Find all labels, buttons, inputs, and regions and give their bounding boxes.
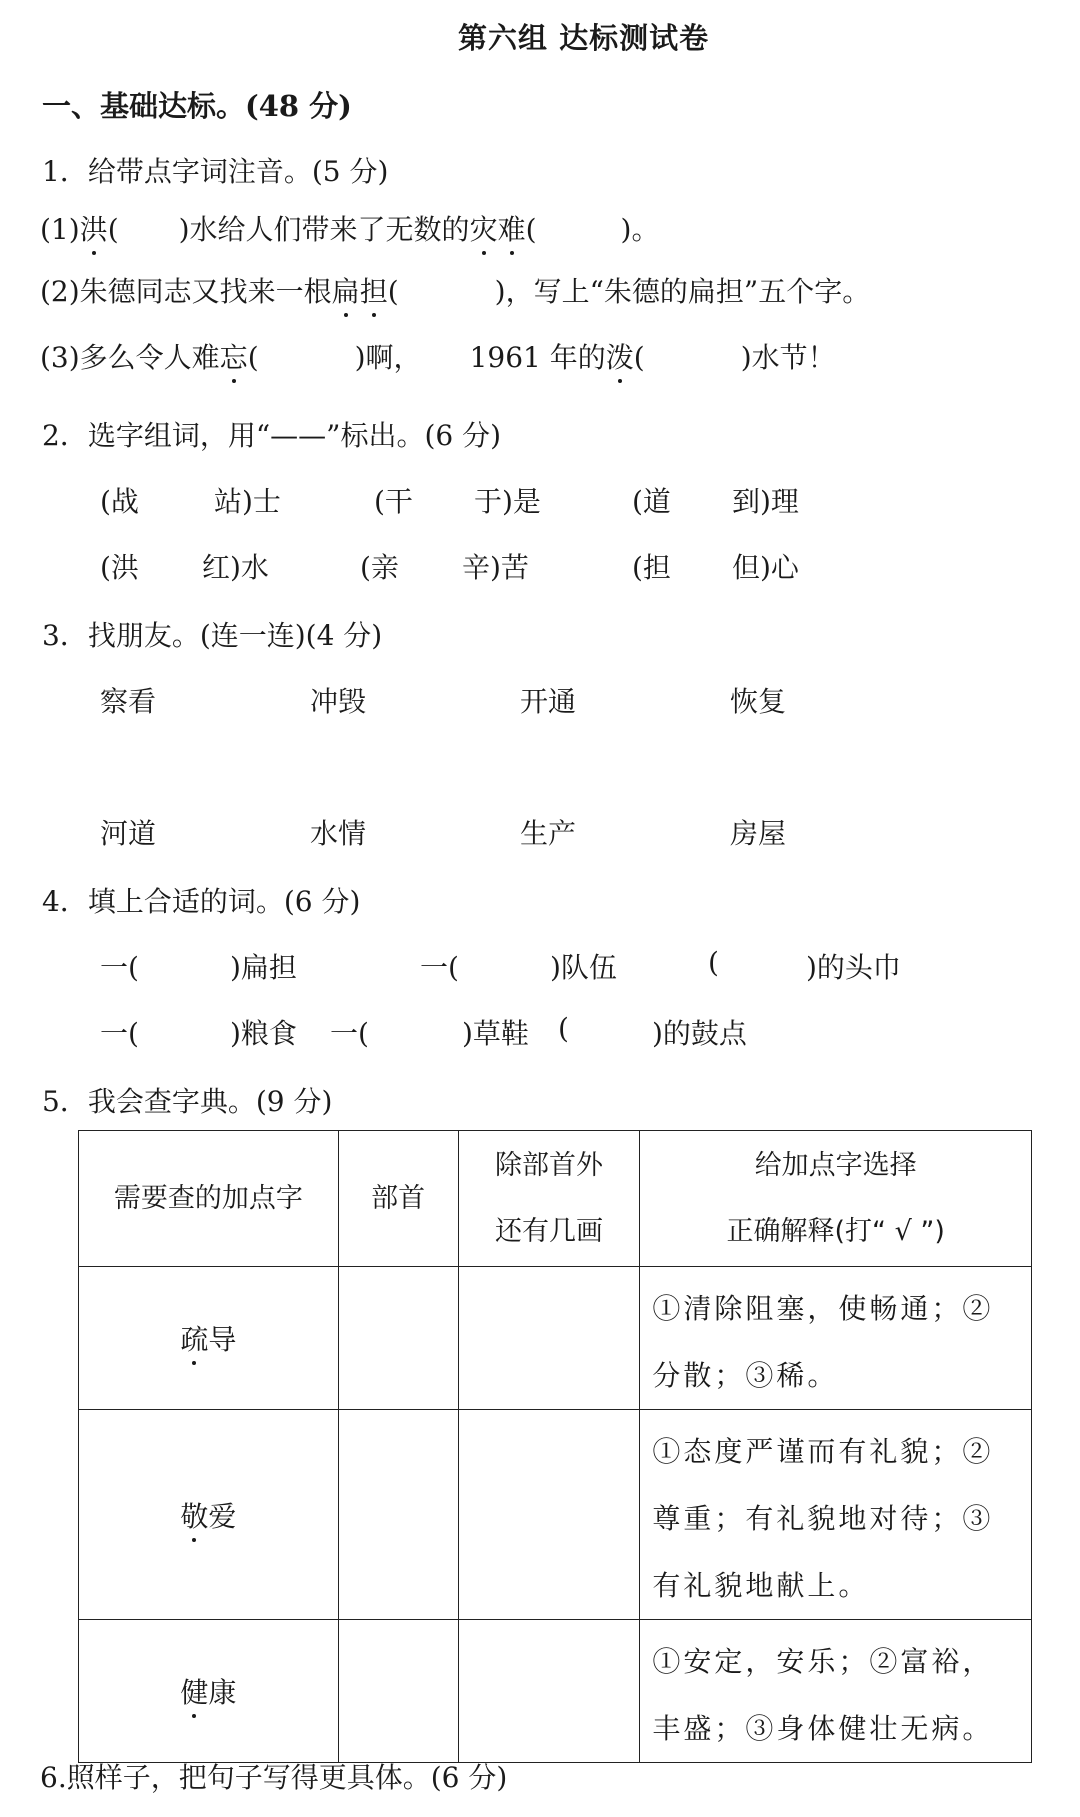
dotted-char: 忘 [220, 336, 248, 376]
match-word-top[interactable]: 恢复 [730, 685, 787, 718]
page-title: 第六组 达标测试卷 [458, 21, 710, 55]
question-1-line-3 [40, 336, 836, 376]
dotted-char: 洪 [80, 208, 108, 248]
strokes-cell[interactable] [458, 1410, 640, 1620]
table-row [79, 1267, 1032, 1410]
lookup-word: 健康 [79, 1620, 339, 1763]
choice-option[interactable]: 红)水 [202, 551, 269, 584]
match-word-bottom[interactable]: 房屋 [730, 817, 787, 850]
question-1-title: 1．给带点字词注音。(5 分) [42, 155, 389, 188]
table-row [79, 1620, 1032, 1763]
table-row [79, 1410, 1032, 1620]
choice-option[interactable]: (亲 [360, 551, 399, 584]
match-word-bottom[interactable]: 河道 [100, 817, 157, 850]
choice-option[interactable]: 于)是 [474, 485, 541, 518]
header-strokes: 除部首外 还有几画 [458, 1131, 640, 1267]
radical-cell[interactable] [338, 1267, 458, 1410]
meaning-options[interactable]: ①态度严谨而有礼貌；②尊重；有礼貌地对待；③有礼貌地献上。 [640, 1410, 1032, 1620]
fill-text: )草鞋 [462, 1017, 529, 1050]
fill-text: 一( [420, 951, 459, 984]
choice-option[interactable]: (干 [374, 485, 413, 518]
sentence-text: (2)朱德同志又找来一根 [40, 275, 332, 308]
fill-text: )的头巾 [806, 951, 901, 984]
match-word-top[interactable]: 察看 [100, 685, 157, 718]
paren-open: ( [247, 341, 259, 374]
header-radical: 部首 [338, 1131, 458, 1267]
question-2-title: 2．选字组词，用“——”标出。(6 分) [42, 419, 502, 452]
strokes-cell[interactable] [458, 1620, 640, 1763]
sentence-text: )。 [620, 213, 660, 246]
table-header-row [79, 1131, 1032, 1267]
paren-open: ( [107, 213, 119, 246]
choice-option[interactable]: 辛)苦 [462, 551, 529, 584]
fill-text: )扁担 [230, 951, 297, 984]
sentence-text: )水节！ [740, 341, 836, 374]
meaning-options[interactable]: ①清除阻塞，使畅通；②分散；③稀。 [640, 1267, 1032, 1410]
choice-option[interactable]: (担 [632, 551, 671, 584]
match-word-bottom[interactable]: 生产 [520, 817, 577, 850]
choice-option[interactable]: (道 [632, 485, 671, 518]
dotted-char: 难 [498, 208, 526, 248]
question-1-line-1 [40, 208, 659, 248]
paren-open: ( [387, 275, 399, 308]
match-word-top[interactable]: 开通 [520, 685, 577, 718]
header-chars: 需要查的加点字 [79, 1131, 339, 1267]
radical-cell[interactable] [338, 1620, 458, 1763]
meaning-options[interactable]: ①安定，安乐；②富裕，丰盛；③身体健壮无病。 [640, 1620, 1032, 1763]
match-word-bottom[interactable]: 水情 [310, 817, 367, 850]
sentence-text: 1961 年的 [469, 341, 606, 374]
item-number: (1) [40, 213, 80, 246]
paren-open: ( [633, 341, 645, 374]
lookup-word: 敬爱 [79, 1410, 339, 1620]
strokes-cell[interactable] [458, 1267, 640, 1410]
fill-text: 一( [100, 1017, 139, 1050]
fill-text: )的鼓点 [652, 1017, 747, 1050]
choice-option[interactable]: 站)士 [214, 485, 281, 518]
dotted-char: 灾 [470, 208, 498, 248]
question-1-line-2 [40, 270, 870, 310]
sentence-text: )啊， [354, 341, 422, 374]
paren-open: ( [525, 213, 537, 246]
match-word-top[interactable]: 冲毁 [310, 685, 367, 718]
choice-option[interactable]: (战 [100, 485, 139, 518]
dictionary-table [78, 1130, 1032, 1763]
question-6-title: 6.照样子，把句子写得更具体。(6 分) [40, 1761, 508, 1794]
dotted-char: 扁 [332, 270, 360, 310]
lookup-word: 疏导 [79, 1267, 339, 1410]
fill-text: ( [708, 946, 719, 979]
sentence-text: )，写上“朱德的扁担”五个字。 [494, 275, 871, 308]
dotted-char: 担 [360, 270, 388, 310]
fill-text: )粮食 [230, 1017, 297, 1050]
choice-option[interactable]: 但)心 [732, 551, 799, 584]
question-3-title: 3．找朋友。(连一连)(4 分) [42, 619, 383, 652]
section-heading: 一、基础达标。(48 分) [42, 89, 352, 123]
fill-text: ( [558, 1012, 569, 1045]
header-meaning: 给加点字选择 正确解释(打“ √ ”) [640, 1131, 1032, 1267]
dotted-char: 泼 [606, 336, 634, 376]
fill-text: )队伍 [550, 951, 617, 984]
radical-cell[interactable] [338, 1410, 458, 1620]
choice-option[interactable]: (洪 [100, 551, 139, 584]
question-4-title: 4．填上合适的词。(6 分) [42, 885, 361, 918]
fill-text: 一( [330, 1017, 369, 1050]
sentence-text: )水给人们带来了无数的 [178, 213, 470, 246]
fill-text: 一( [100, 951, 139, 984]
question-5-title: 5．我会查字典。(9 分) [42, 1085, 333, 1118]
sentence-text: (3)多么令人难 [40, 341, 220, 374]
choice-option[interactable]: 到)理 [732, 485, 799, 518]
